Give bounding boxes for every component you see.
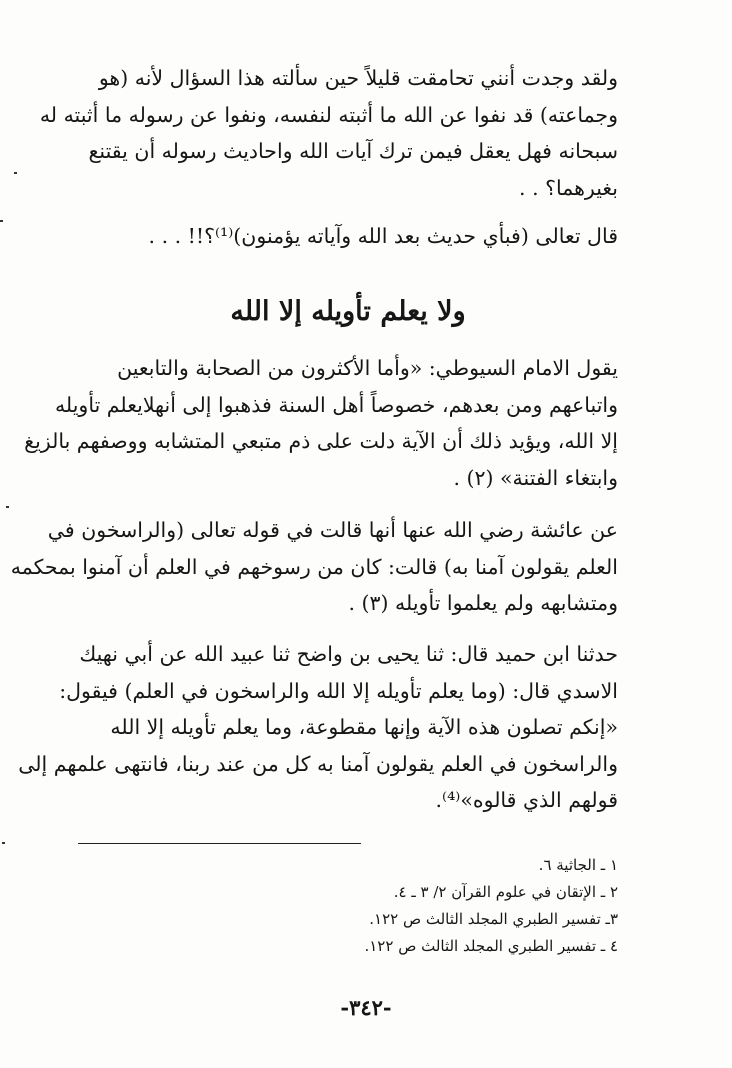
footnotes (78, 852, 618, 960)
paragraph-line: «إنكم تصلون هذه الآية وإنها مقطوعة، وما يعلم تأويله إلا الله (110, 715, 618, 739)
paragraph-line: العلم يقولون آمنا به) قالت: كان من رسوخهم في العلم أن آمنوا بمحكمه (10, 554, 618, 579)
paragraph-2 (78, 218, 618, 255)
paragraph-line: إلا الله، ويؤيد ذلك أن الآية دلت على ذم متبعي المتشابه ووصفهم بالزيغ (24, 429, 618, 453)
paragraph-line: بغيرهما؟ . . (519, 175, 618, 200)
section-heading: ولا يعلم تأويله إلا الله (230, 296, 466, 327)
paragraph-5 (18, 636, 618, 819)
paragraph-line: قال تعالى (فبأي حديث بعد الله وآياته يؤمنون)⁽¹⁾؟!! . . . (148, 224, 618, 248)
paragraph-1 (39, 60, 618, 206)
footnote: ٣ـ تفسير الطبري المجلد الثالث ص ١٢٢. (369, 910, 618, 928)
paragraph-line: واتباعهم ومن بعدهم، خصوصاً أهل السنة فذهبوا إلى أنهلايعلم تأويله (54, 392, 618, 417)
scan-speck (2, 842, 5, 844)
paragraph-line: ولقد وجدت أنني تحامقت قليلاً حين سألته هذا السؤال لأنه (هو (98, 66, 618, 90)
paragraph-3 (24, 350, 618, 496)
paragraph-line: سبحانه فهل يعقل فيمن ترك آيات الله واحاديث رسوله أن يقتنع (88, 139, 618, 163)
paragraph-line: ومتشابهه ولم يعلموا تأويله (٣) . (348, 591, 618, 615)
footnote: ٢ ـ الإتقان في علوم القرآن ٢/ ٣ ـ ٤. (393, 883, 618, 901)
page-number: -٣٤٢- (340, 995, 392, 1020)
scan-speck (0, 220, 3, 222)
paragraph-line: والراسخون في العلم يقولون آمنا به كل من عند ربنا، فانتهى علمهم إلى (18, 751, 618, 776)
paragraph-line: الاسدي قال: (وما يعلم تأويله إلا الله والراسخون في العلم) فيقول: (59, 678, 618, 703)
paragraph-4 (10, 512, 618, 622)
scan-speck (6, 506, 9, 508)
paragraph-line: وجماعته) قد نفوا عن الله ما أثبته لنفسه، ونفوا عن رسوله ما أثبته له (39, 102, 618, 127)
paragraph-line: قولهم الذي قالوه»⁽⁴⁾. (435, 788, 618, 812)
footnote: ١ ـ الجاثية ٦. (538, 856, 618, 874)
paragraph-line: حدثنا ابن حميد قال: ثنا يحيى بن واضح ثنا عبيد الله عن أبي نهيك (79, 642, 618, 666)
footnote: ٤ ـ تفسير الطبري المجلد الثالث ص ١٢٢. (364, 937, 618, 955)
footnote-separator (78, 843, 361, 844)
paragraph-line: عن عائشة رضي الله عنها أنها قالت في قوله تعالى (والراسخون في (47, 518, 618, 542)
paragraph-line: يقول الامام السيوطي: «وأما الأكثرون من الصحابة والتابعين (117, 356, 618, 380)
scan-speck (14, 172, 17, 174)
paragraph-line: وابتغاء الفتنة» (٢) . (453, 465, 618, 490)
